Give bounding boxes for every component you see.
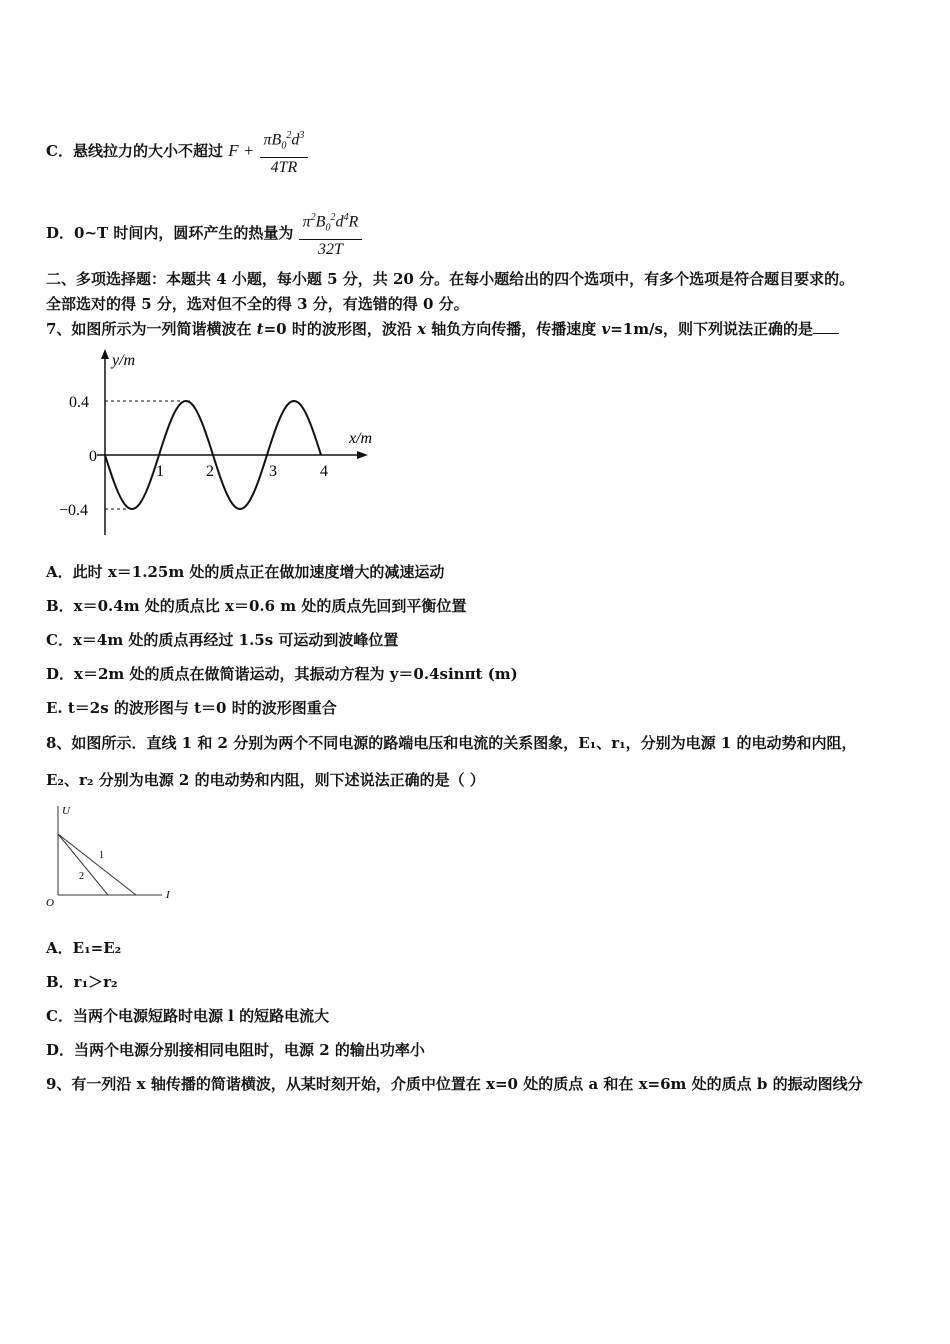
option-d-prev-label: D．0~T 时间内，圆环产生的热量为 [46, 223, 294, 242]
y-axis-label: y/m [112, 352, 136, 369]
q8-option-a: A．E₁=E₂ [46, 939, 122, 957]
q8-stem-line2: E₂、r₂ 分别为电源 2 的电动势和内阻，则下述说法正确的是（ ） [46, 771, 485, 789]
q7-stem-b: =0 时的波形图，波沿 [263, 320, 418, 338]
line-2 [58, 834, 108, 895]
q7-stem-a: 7、如图所示为一列简谐横波在 [46, 320, 257, 338]
x-tick-3: 3 [269, 463, 277, 480]
x-tick-2: 2 [206, 463, 214, 480]
q8-option-c: C．当两个电源短路时电源 l 的短路电流大 [46, 1007, 330, 1025]
q7-stem-d: =1m/s，则下列说法正确的是 [610, 320, 813, 338]
q7-option-e: E. t＝2s 的波形图与 t＝0 时的波形图重合 [46, 699, 337, 717]
q7-wave-graph [55, 345, 395, 545]
x-tick-1: 1 [156, 463, 164, 480]
q7-stem [46, 318, 839, 340]
origin-label: O [46, 897, 54, 909]
q7-stem-c: 轴负方向传播，传播速度 [426, 320, 602, 338]
option-d-prev [46, 208, 362, 260]
x-tick-4: 4 [320, 463, 328, 480]
q8-option-d: D．当两个电源分别接相同电阻时，电源 2 的输出功率小 [46, 1041, 425, 1059]
fraction-heat: $\frac{\pi^2B_0^2d^4R}{32T}$ [299, 208, 363, 260]
section2-line2: 全部选对的得 5 分，选对但不全的得 3 分，有选错的得 0 分。 [46, 295, 469, 313]
q9-stem: 9、有一列沿 x 轴传播的简谐横波，从某时刻开始，介质中位置在 x=0 处的质点 a 和在 x=6m 处的质点 b 的振动图线分 [46, 1075, 863, 1093]
q7-stem-v: v [601, 320, 611, 338]
section2-line1: 二、多项选择题：本题共 4 小题，每小题 5 分，共 20 分。在每小题给出的四个选项中，有多个选项是符合题目要求的。 [46, 270, 855, 288]
y-tick-zero: 0 [89, 448, 97, 465]
q7-option-d: D．x＝2m 处的质点在做简谐运动，其振动方程为 y＝0.4sinπt (m) [46, 665, 518, 683]
line-1-label: 1 [99, 850, 104, 861]
q7-option-a: A．此时 x＝1.25m 处的质点正在做加速度增大的减速运动 [46, 563, 445, 581]
q8-option-b: B．r₁＞r₂ [46, 973, 118, 991]
formula-tension: F + [228, 140, 255, 160]
line-1 [58, 834, 136, 895]
y-axis-arrow [101, 349, 109, 359]
y-tick-pos: 0.4 [69, 394, 89, 411]
x-axis-label: x/m [349, 430, 373, 447]
q7-option-c: C．x＝4m 处的质点再经过 1.5s 可运动到波峰位置 [46, 631, 399, 649]
q8-stem-line1: 8、如图所示．直线 1 和 2 分别为两个不同电源的路端电压和电流的关系图象，E₁、r₁，分别为电源 1 的电动势和内阻， [46, 734, 857, 752]
option-c-prev [46, 126, 308, 178]
fraction-tension: $\frac{\pi B_0^2d^3}{4TR}$ [260, 126, 309, 178]
q8-ui-graph [44, 800, 184, 910]
i-axis-label: I [166, 889, 170, 901]
option-c-prev-label: C．悬线拉力的大小不超过 [46, 141, 223, 160]
y-tick-neg: −0.4 [59, 502, 89, 519]
q7-stem-t: t [256, 320, 264, 338]
q7-stem-x: x [417, 320, 427, 338]
line-2-label: 2 [79, 871, 84, 882]
u-axis-label: U [62, 805, 70, 817]
x-axis-arrow [357, 451, 368, 459]
q7-option-b: B．x＝0.4m 处的质点比 x＝0.6 m 处的质点先回到平衡位置 [46, 597, 467, 615]
answer-blank [813, 319, 839, 334]
